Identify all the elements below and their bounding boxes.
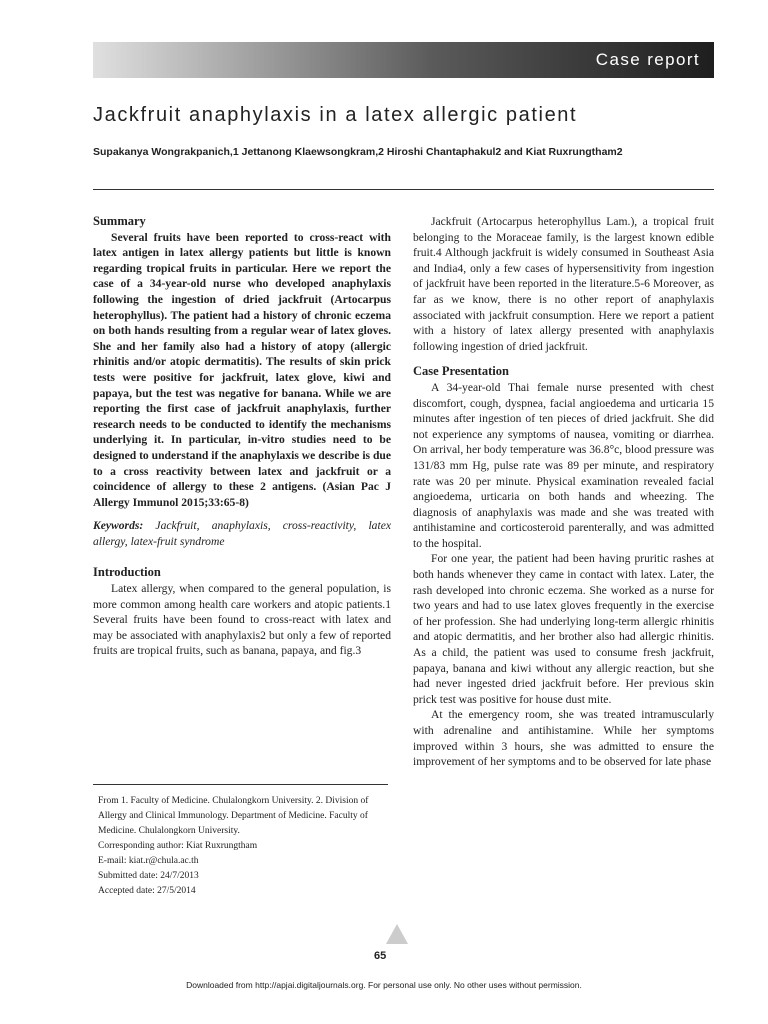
keywords-text: Jackfruit, anaphylaxis, cross-reactivity, latex allergy, latex-fruit syndrome bbox=[93, 519, 391, 548]
article-title: Jackfruit anaphylaxis in a latex allergic patient bbox=[93, 104, 578, 126]
journal-logo-icon bbox=[386, 924, 408, 944]
paragraph-2: A 34-year-old Thai female nurse presented with chest discomfort, cough, dyspnea, facial angioedema and urticaria 15 minutes after ingestion of ten pieces of dried jackfruit. She did not experience any symptoms of nausea, vomiting or diarrhea. On arrival, her body temperature was 36.8°c, blood pressure was 131/83 mm Hg, pulse rate was 89 per minute, and respiratory rate was 20 per minute. Physical examination revealed facial angioedema, urticaria on both hands and wheezing. The diagnosis of anaphylaxis was made and she was treated with antihistamine and corticosteroid parenterally, and was admitted to the hospital. bbox=[413, 380, 714, 550]
footnote bbox=[98, 794, 382, 899]
affiliations: From 1. Faculty of Medicine. Chulalongkorn University. 2. Division of Allergy and Clinical Immunology. Department of Medicine. Faculty of Medicine. Chulalongkorn University. bbox=[98, 796, 369, 836]
footnote-divider bbox=[93, 784, 388, 785]
paragraph-1: Jackfruit (Artocarpus heterophyllus Lam.), a tropical fruit belonging to the Moraceae family, is the largest known edible fruit.4 Although jackfruit is widely consumed in Southeast Asia and India4, only a few cases of hypersensitivity from ingestion of jackfruit have been reported in the literature.5-6 Moreover, as far as we know, there is no other report of anaphylaxis associated with jackfruit consumption. Here we report a patient with a history of latex allergy presented with anaphylaxis following ingestion of dried jackfruit. bbox=[413, 215, 714, 353]
accepted-date: Accepted date: 27/5/2014 bbox=[98, 886, 196, 896]
divider bbox=[93, 189, 714, 190]
introduction-heading: Introduction bbox=[93, 565, 161, 580]
author-list: Supakanya Wongrakpanich,1 Jettanong Klaewsongkram,2 Hiroshi Chantaphakul2 and Kiat Ruxrungtham2 bbox=[93, 146, 623, 158]
email: E-mail: kiat.r@chula.ac.th bbox=[98, 856, 199, 866]
paragraph-4: At the emergency room, she was treated intramuscularly with adrenaline and antihistamine. While her symptoms improved within 3 hours, she was admitted to ensure the improvement of her symptoms and to be observed for late phase bbox=[413, 708, 714, 769]
introduction-text: Latex allergy, when compared to the general population, is more common among health care workers and atopic patients.1 Several fruits have been found to cross-react with latex and may be associated with anaphylaxis2 but only a few of reported fruits are tropical fruits, such as banana, papaya, and fig.3 bbox=[93, 582, 391, 658]
page-number: 65 bbox=[374, 950, 387, 962]
section-banner bbox=[93, 42, 714, 78]
keywords bbox=[93, 518, 391, 549]
right-column bbox=[413, 214, 714, 770]
section-label: Case report bbox=[595, 50, 700, 69]
summary-heading: Summary bbox=[93, 214, 146, 228]
corresponding-author: Corresponding author: Kiat Ruxrungtham bbox=[98, 841, 258, 851]
left-column bbox=[93, 214, 391, 659]
summary-text: Several fruits have been reported to cross-react with latex antigen in latex allergy patients but little is known regarding tropical fruits in particular. Here we report the case of a 34-year-old nurse who developed anaphylaxis following the ingestion of dried jackfruit (Artocarpus heterophyllus). The patient had a history of chronic eczema on both hands resulting from a regular wear of latex gloves. She and her family also had a history of atopy (allergic rhinitis and/or atopic dermatitis). The results of skin prick tests were positive for jackfruit, latex glove, kiwi and papaya, but the test was negative for banana. While we are reporting the first case of jackfruit anaphylaxis, further research needs to be conducted to identify the mechanisms underlying it. In particular, in-vitro studies need to be designed to understand if the anaphylaxis we describe is due to a cross reactivity between latex and jackfruit or a coincidence of allergy to these 2 antigens. (Asian Pac J Allergy Immunol 2015;33:65-8) bbox=[93, 230, 391, 509]
case-heading: Case Presentation bbox=[413, 364, 509, 379]
keywords-label: Keywords: bbox=[93, 519, 144, 533]
submitted-date: Submitted date: 24/7/2013 bbox=[98, 871, 199, 881]
download-notice: Downloaded from http://apjai.digitaljournals.org. For personal use only. No other uses without permission. bbox=[186, 980, 582, 990]
paragraph-3: For one year, the patient had been having pruritic rashes at both hands whenever they came in contact with latex. Later, the rash developed into chronic eczema. She worked as a nurse for two years and had to use latex gloves frequently in the exercise of her profession. She had underlying long-term allergic rhinitis and atopic dermatitis, and her brother also had allergic rhinitis. As a child, the patient was used to consume fresh jackfruit, papaya, banana and kiwi without any allergic reaction, but she had never ingested dried jackfruit before. Her previous skin prick test was positive for house dust mite. bbox=[413, 552, 714, 706]
